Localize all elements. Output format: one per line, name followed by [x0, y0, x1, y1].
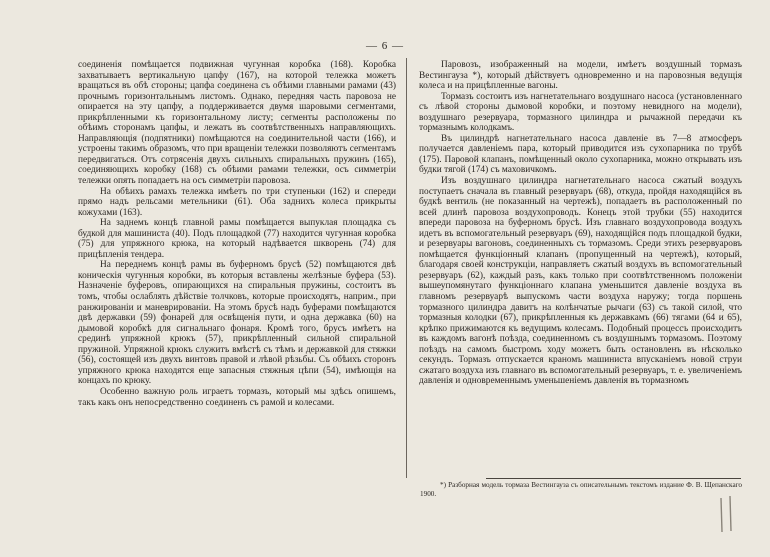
left-column	[78, 60, 396, 408]
paragraph: Изъ воздушнаго цилиндра нагнетательнаго насоса сжатый воздухъ поступаетъ сначала въ главный резервуаръ (68), откуда, пройдя находящійся въ будкѣ вентиль (не показанный на чертежѣ), попадаетъ въ расположенный по всей длинѣ паровоза воздухопроводъ. Конецъ этой трубки (55) находится впереди паровоза на буферномъ брусѣ. Изъ главнаго воздухопровода воздухъ идетъ въ вспомогательный резервуаръ (69), находящійся подъ площадкой будки, и резервуары вагоновъ, соединенныхъ съ тормазомъ. Среди этихъ резервуаровъ помѣщается функціонный клапанъ (пропущенный на чертежѣ), который, благодаря своей конструкціи, направляетъ сжатый воздухъ въ вспомогательный резервуаръ (62), каждый разъ, какъ только при соотвѣтственномъ положеніи вышеупомянутаго функціоннаго клапана уменьшится давленіе воздуха въ главномъ резервуарѣ выпускомъ части воздуха наружу; тогда поршень тормазного цилиндра давитъ на колѣнчатые рычаги (63) съ такой силой, что тормазныя колодки (67), прикрѣпленныя къ державкамъ (66) тягами (64 и 65), крѣпко прижимаются къ ведущимъ колесамъ. Подобный процессъ происходитъ въ каждомъ вагонѣ поѣзда, соединенномъ съ воздушнымъ тормазомъ. Поэтому поѣздъ на самомъ быстромъ ходу можетъ быть остановленъ въ нѣсколько секундъ. Тормазъ отпускается краномъ машиниста впусканіемъ новой струи сжатаго воздуха изъ главнаго въ вспомогательный резервуаръ, т. е. увеличеніемъ давленія и одновременнымъ уменьшеніемъ давленія въ тормазномъ	[419, 176, 742, 387]
right-column	[419, 60, 742, 387]
footnote-rule	[486, 478, 741, 479]
paragraph: соединенія помѣщается подвижная чугунная коробка (168). Коробка захватываетъ вертикальную цапфу (167), на которой тележка можетъ вращаться въ обѣ стороны; цапфа соединена съ обѣими главными рамами (43) прочнымъ горизонтальнымъ листомъ. Однако, передняя часть паровоза не опирается на эту цапфу, а поддерживается двумя шаровыми сегментами, прикрѣпленными къ горизонтальному листу; сегменты расположены по обѣимъ сторонамъ цапфы, и лежатъ въ соотвѣтственныхъ направляющихъ. Направляющія (подпятники) помѣщаются на соединительной части (166), и устроены такимъ образомъ, что при вращеніи тележки позволяютъ сегментамъ передвигаться. Отъ сотрясенія двухъ сильныхъ спиральныхъ пружинъ (165), соединяющихъ коробку (168) съ обѣими рамами тележки, осъ симметріи тележки опять попадаетъ на осъ симметріи паровоза.	[78, 60, 396, 187]
footnote	[420, 481, 742, 499]
paragraph: Тормазъ состоитъ изъ нагнетательнаго воздушнаго насоса (установленнаго съ лѣвой стороны дымовой коробки, и поэтому невидного на модели), воздушнаго резервуара, тормазного цилиндра и рычажной передачи къ тормазнымъ колодкамъ.	[419, 91, 742, 134]
paragraph: Особенно важную роль играетъ тормазъ, который мы здѣсь опишемъ, такъ какъ онъ непосредственно соединенъ съ рамой и колесами.	[78, 386, 396, 408]
footnote-text: *) Разборная модель тормаза Вестингауза съ описательнымъ текстомъ издание Ф. В. Щепанскаго 1900.	[420, 481, 742, 498]
column-divider	[406, 58, 407, 478]
paragraph: На обѣихъ рамахъ тележка имѣетъ по три ступеньки (162) и спереди прямо надъ рельсами метельники (61). Оба заднихъ колеса прикрыты кожухами (163).	[78, 186, 396, 218]
handwritten-mark	[716, 494, 738, 534]
page-number: — 6 —	[366, 40, 404, 52]
paragraph: На заднемъ концѣ главной рамы помѣщается выпуклая площадка съ будкой для машиниста (40). Подъ площадкой (77) находится чугунная коробка (75) для упряжного крюка, на который надѣвается шкворень (74) для прицѣпленія тендера.	[78, 218, 396, 260]
paragraph: Въ цилиндрѣ нагнетательнаго насоса давленіе въ 7—8 атмосферъ получается давленіемъ пара, который приводится изъ сухопарника по трубѣ (175). Паровой клапанъ, помѣщенный около сухопарника, можно открывать изъ будки тягой (174) съ маховичкомъ.	[419, 133, 742, 176]
paragraph: На переднемъ концѣ рамы въ буферномъ брусѣ (52) помѣщаются двѣ коническія чугунныя коробки, въ которыя вставлены желѣзные буфера (53). Назначеніе буферовъ, опирающихся на спиральныя пружины, состоитъ въ томъ, чтобы ослаблять дѣйствіе толчковъ, которые происходятъ, наприм., при ранжированіи и маневрированіи. На этомъ брусѣ надъ буферами помѣщаются двѣ державки (59) фонарей для освѣщенія пути, и одна державка (60) на дымовой коробкѣ для сигнальнаго фонаря. Кромѣ того, брусъ имѣетъ на срединѣ упряжной крюкъ (57), прикрѣпленный сильной спиральной пружиной. Упряжной крюкъ служитъ вмѣстѣ съ тѣмъ и державкой для стяжки (56), состоящей изъ двухъ винтовъ правой и лѣвой рѣзьбы. Съ обѣихъ сторонъ упряжного крюка находятся еще запасныя стяжныя цѣпи (54), имѣющія на концахъ по крюку.	[78, 260, 396, 387]
paragraph: Паровозъ, изображенный на модели, имѣетъ воздушный тормазъ Вестингауза *), который дѣйствуетъ одновременно и на паровозныя ведущія колеса и на прицѣпленные вагоны.	[419, 60, 742, 92]
